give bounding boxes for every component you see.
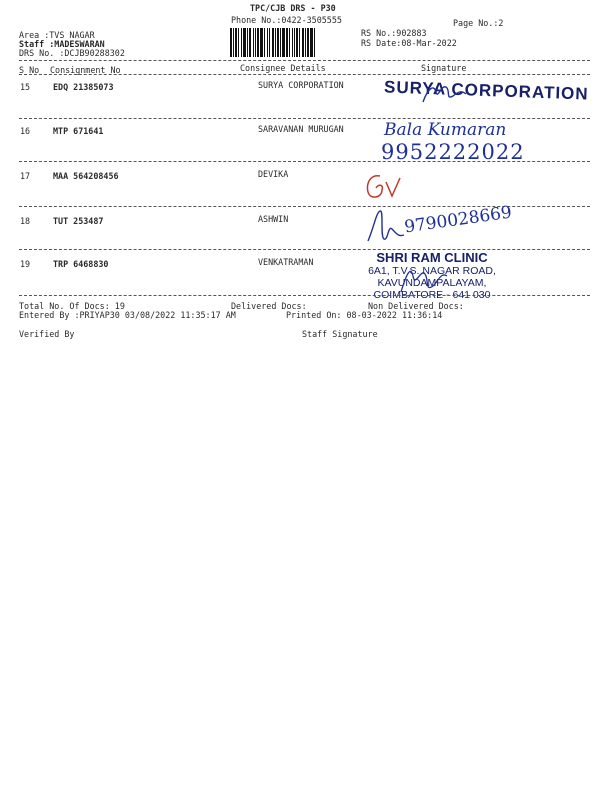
row-divider	[19, 161, 590, 162]
col-signature: Signature	[421, 63, 467, 73]
row-17-signature	[362, 170, 412, 202]
row-19-sno: 19	[20, 259, 31, 269]
page-number: Page No.:2	[453, 18, 504, 28]
area: Area :TVS NAGAR	[19, 30, 95, 40]
row-17-consignment: MAA 564208456	[53, 171, 119, 181]
printed-on: Printed On: 08-03-2022 11:36:14	[286, 310, 443, 320]
row-15-signature	[420, 78, 470, 108]
row-15-consignment: EDQ 21385073	[53, 82, 114, 92]
divider	[19, 74, 590, 75]
row-18-consignee: ASHWIN	[258, 214, 289, 224]
col-consignment: Consignment No	[50, 65, 121, 75]
row-18-signature	[364, 207, 409, 247]
row-16-consignment: MTP 671641	[53, 126, 104, 136]
staff: Staff :MADESWARAN	[19, 39, 105, 49]
delivered-docs: Delivered Docs:	[231, 301, 307, 311]
staff-signature: Staff Signature	[302, 329, 378, 339]
entered-by: Entered By :PRIYAP30 03/08/2022 11:35:17 AM	[19, 310, 236, 320]
row-17-sno: 17	[20, 171, 31, 181]
row-17-consignee: DEVIKA	[258, 169, 289, 179]
row-divider	[19, 118, 590, 119]
drs-number: DRS No. :DCJB90288302	[19, 48, 125, 58]
row-18-consignment: TUT 253487	[53, 216, 104, 226]
row-16-consignee: SARAVANAN MURUGAN	[258, 124, 344, 134]
verified-by: Verified By	[19, 329, 75, 339]
row-19-consignment: TRP 6468830	[53, 259, 109, 269]
stamp-line: COIMBATORE - 641 030	[373, 289, 491, 301]
col-consignee: Consignee Details	[240, 63, 326, 73]
doc-title: TPC/CJB DRS - P30	[250, 3, 336, 13]
signature-phone: 9952222022	[381, 140, 525, 164]
col-sno: S No	[19, 65, 40, 75]
barcode	[230, 28, 352, 57]
row-divider	[19, 295, 590, 296]
row-16-sno: 16	[20, 126, 31, 136]
total-docs: Total No. Of Docs: 19	[19, 301, 125, 311]
stamp-line: 6A1, T.V.S. NAGAR ROAD,	[368, 265, 496, 277]
non-delivered-docs: Non Delivered Docs:	[368, 301, 464, 311]
company-stamp: SURYA CORPORATION	[383, 77, 589, 104]
rs-number: RS No.:902883	[361, 28, 427, 38]
rs-date: RS Date:08-Mar-2022	[361, 38, 457, 48]
stamp-line: KAVUNDAMPALAYAM,	[377, 277, 487, 289]
row-15-consignee: SURYA CORPORATION	[258, 80, 344, 90]
row-15-sno: 15	[20, 82, 31, 92]
signature-name: Bala Kumaran	[384, 120, 507, 140]
row-divider	[19, 249, 590, 250]
row-19-consignee: VENKATRAMAN	[258, 257, 314, 267]
signature-phone: 9790028669	[403, 202, 514, 238]
phone-number: Phone No.:0422-3505555	[231, 15, 342, 25]
divider	[19, 60, 590, 61]
stamp-line: SHRI RAM CLINIC	[376, 250, 488, 265]
row-18-sno: 18	[20, 216, 31, 226]
